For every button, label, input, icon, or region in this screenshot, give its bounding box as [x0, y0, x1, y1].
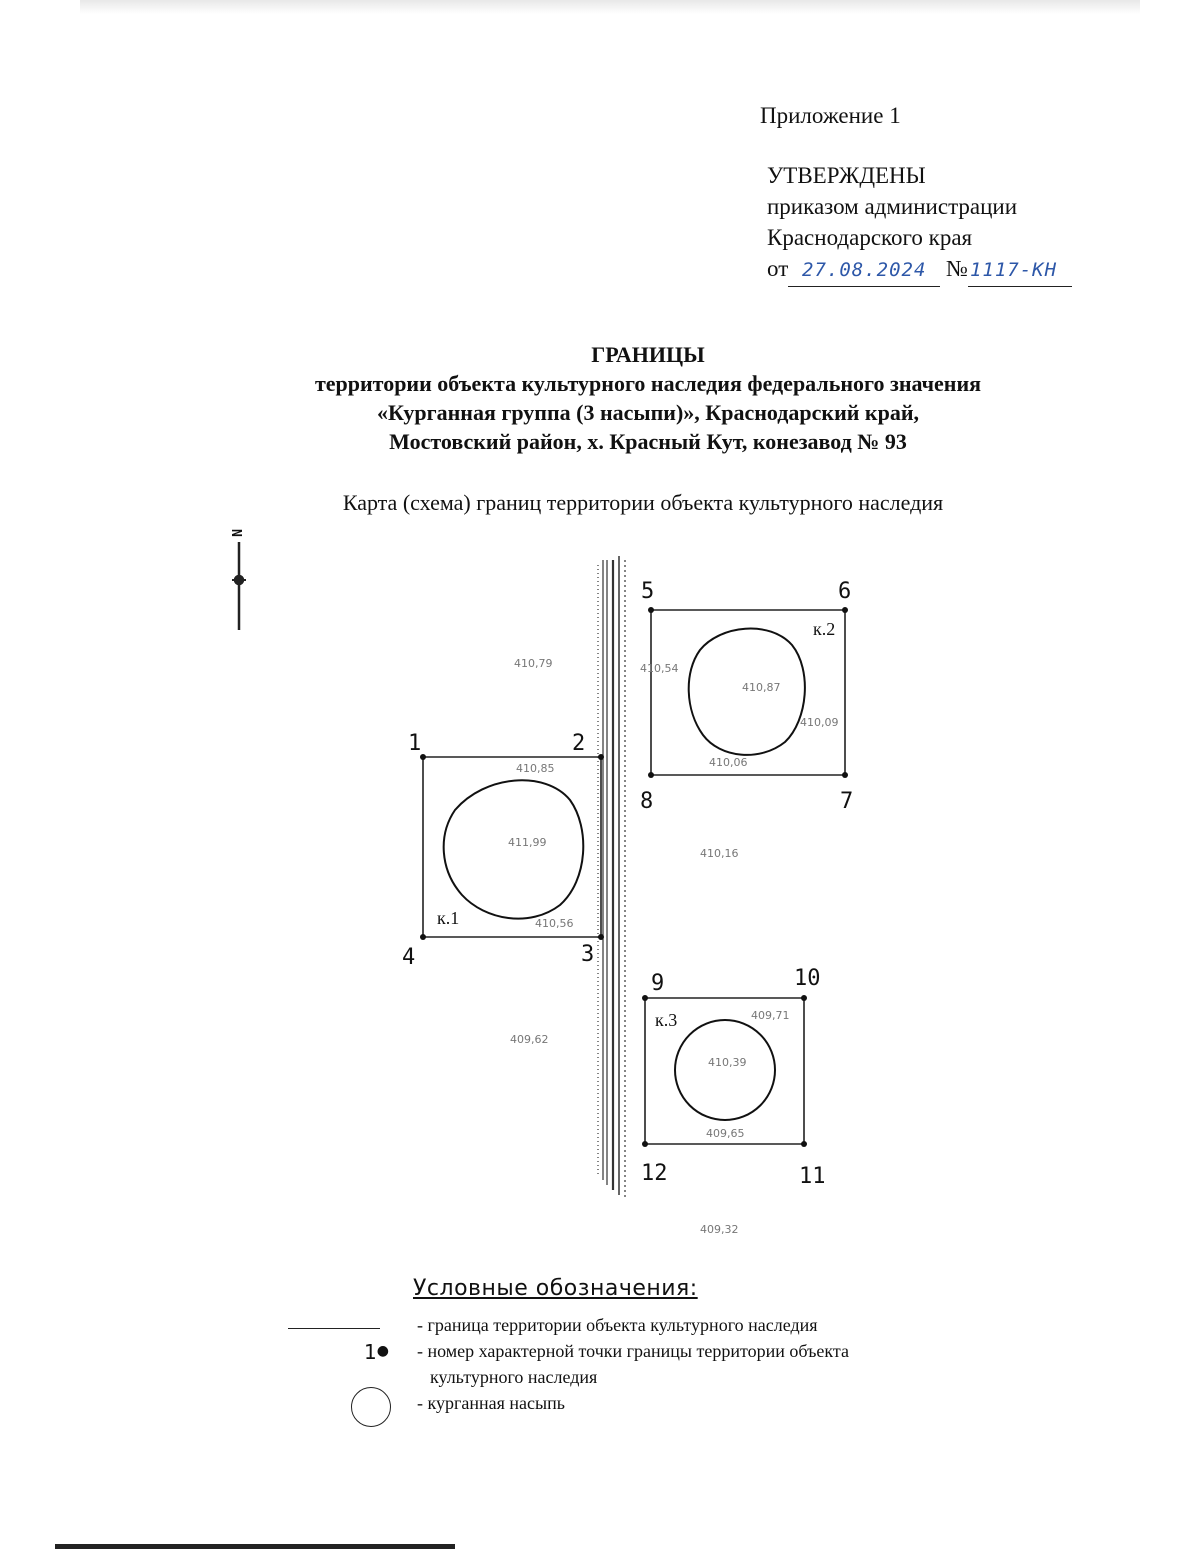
point-number-5: 5	[641, 579, 655, 604]
order-date: 27.08.2024	[802, 259, 927, 281]
title-line-1: территории объекта культурного наследия федерального значения	[314, 371, 982, 396]
approved-heading: УТВЕРЖДЕНЫ	[767, 163, 926, 188]
vertex-7	[842, 772, 848, 778]
legend-boundary-symbol	[288, 1328, 380, 1329]
boundary-vertices	[420, 607, 848, 1147]
north-arrow	[232, 542, 246, 630]
point-number-12: 12	[641, 1161, 668, 1186]
title-line-3: Мостовский район, х. Красный Кут, конезавод № 93	[389, 429, 907, 454]
legend-mound-symbol	[351, 1387, 391, 1427]
legend-point-text-1: - номер характерной точки границы территории объекта	[417, 1341, 849, 1361]
north-label: N	[228, 529, 243, 537]
elevation-8: 410,06	[709, 756, 748, 769]
map-caption: Карта (схема) границ территории объекта культурного наследия	[342, 490, 944, 515]
point-number-6: 6	[838, 579, 852, 604]
legend-boundary-text: - граница территории объекта культурного наследия	[417, 1315, 818, 1335]
elevation-14: 409,32	[700, 1223, 739, 1236]
vertex-3	[598, 934, 604, 940]
vertex-4	[420, 934, 426, 940]
mound-label-k2: к.2	[813, 619, 836, 639]
elevation-12: 410,39	[708, 1056, 747, 1069]
point-number-4: 4	[402, 945, 416, 970]
number-prefix: №	[946, 256, 968, 281]
vertex-8	[648, 772, 654, 778]
elevation-3: 411,99	[508, 836, 547, 849]
elevation-11: 409,71	[751, 1009, 790, 1022]
vertex-5	[648, 607, 654, 613]
legend-title: Условные обозначения:	[413, 1276, 698, 1301]
elevation-6: 410,87	[742, 681, 781, 694]
point-number-8: 8	[640, 789, 654, 814]
elevation-1: 410,79	[514, 657, 553, 670]
point-number-11: 11	[799, 1164, 826, 1189]
point-number-9: 9	[651, 971, 665, 996]
legend-point-dot: ●	[376, 1343, 389, 1359]
road	[598, 556, 625, 1200]
vertex-2	[598, 754, 604, 760]
title-line-2: «Курганная группа (3 насыпи)», Краснодарский край,	[376, 400, 920, 425]
elevation-4: 410,56	[535, 917, 574, 930]
elevation-9: 410,16	[700, 847, 739, 860]
mound-k3	[675, 1020, 775, 1120]
appendix-number: Приложение 1	[760, 103, 901, 128]
elevation-13: 409,65	[706, 1127, 745, 1140]
vertex-9	[642, 995, 648, 1001]
legend-point-symbol	[364, 1340, 389, 1364]
elevation-10: 409,62	[510, 1033, 549, 1046]
vertex-12	[642, 1141, 648, 1147]
mound-label-k1: к.1	[437, 908, 460, 928]
title-heading: ГРАНИЦЫ	[591, 342, 705, 367]
mound-label-k3: к.3	[655, 1010, 678, 1030]
point-number-1: 1	[408, 731, 422, 756]
scan-bottom-edge	[55, 1544, 455, 1549]
approval-line-2: Краснодарского края	[767, 225, 973, 250]
date-prefix: от	[767, 256, 789, 281]
elevation-5: 410,54	[640, 662, 679, 675]
point-number-10: 10	[794, 966, 821, 991]
elevation-7: 410,09	[800, 716, 839, 729]
vertex-6	[842, 607, 848, 613]
order-number: 1117-КН	[969, 259, 1058, 281]
approval-line-1: приказом администрации	[767, 194, 1018, 219]
legend-point-number: 1	[364, 1340, 377, 1364]
vertex-10	[801, 995, 807, 1001]
mound-k1	[444, 780, 584, 918]
elevation-2: 410,85	[516, 762, 555, 775]
vertex-11	[801, 1141, 807, 1147]
legend-point-text-2: культурного наследия	[430, 1367, 598, 1387]
point-number-3: 3	[581, 942, 595, 967]
legend-mound-text: - курганная насыпь	[417, 1393, 565, 1413]
point-number-7: 7	[840, 789, 854, 814]
point-number-2: 2	[572, 731, 586, 756]
